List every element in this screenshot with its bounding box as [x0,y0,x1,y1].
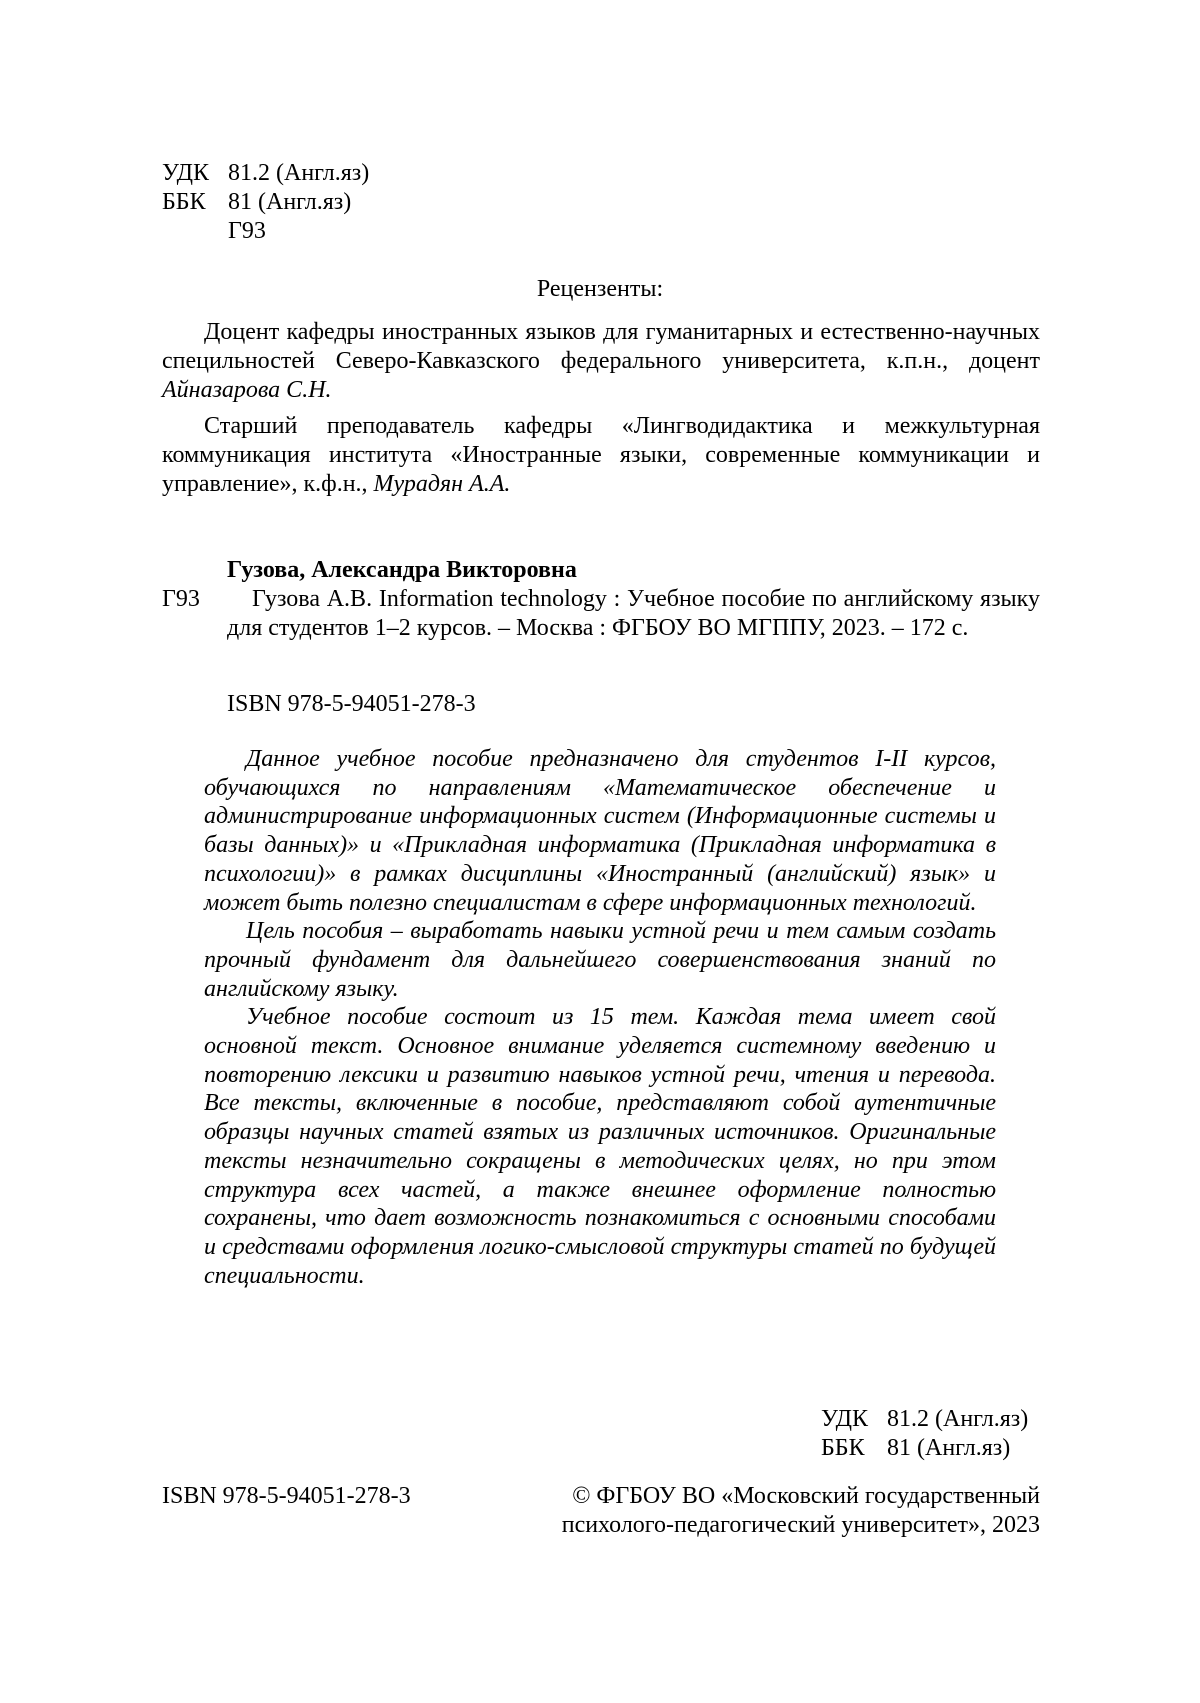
bbk-label: ББК [162,189,206,215]
bbk-value: 81 (Англ.яз) [228,189,352,215]
footer-isbn: ISBN 978-5-94051-278-3 [162,1483,411,1509]
udk-value: 81.2 (Англ.яз) [228,160,370,186]
udk-line-bottom [821,1405,1028,1434]
copyright-line-1: © ФГБОУ ВО «Московский государственный [572,1483,1040,1509]
udk-line [162,159,369,188]
author-code: Г93 [162,586,200,612]
udk-label-bottom: УДК [821,1406,868,1432]
author-full-name: Гузова, Александра Викторовна [227,557,577,583]
reviewer-1 [162,318,1040,405]
annotation-paragraph-1: Данное учебное пособие предназначено для студентов I-II курсов, обучающихся по направлениям «Математическое обеспечение и администрирование информационных систем (Информационные системы и базы данных)» и «Прикладная информатика (Прикладная информатика в психологии)» в рамках дисциплины «Иностранный (английский) язык» и может быть полезно специалистам в сфере информационных технологий. [204,746,996,916]
bbk-line-bottom [821,1434,1010,1463]
reviewers-title: Рецензенты: [536,276,664,302]
reviewer-2-name: Мурадян А.А. [373,471,511,497]
bbk-value-bottom: 81 (Англ.яз) [887,1435,1011,1461]
reviewer-2 [162,412,1040,499]
udk-value-bottom: 81.2 (Англ.яз) [887,1406,1029,1432]
bbk-line [162,188,351,217]
author-code-top: Г93 [228,218,266,244]
annotation-paragraph-2: Цель пособия – выработать навыки устной речи и тем самым создать прочный фундамент для дальнейшего совершенствования знаний по английскому языку. [204,918,996,1002]
reviewer-1-name: Айназарова С.Н. [162,377,332,403]
reviewer-1-text: Доцент кафедры иностранных языков для гуманитарных и естественно-научных специльностей Северо-Кавказского федерального университета, к.п.н., доцент [162,319,1040,374]
isbn: ISBN 978-5-94051-278-3 [227,691,476,717]
reviewer-2-text: Старший преподаватель кафедры «Лингводидактика и межкультурная коммуникация института «Иностранные языки, современные коммуникации и управление», к.ф.н., [162,413,1040,497]
bbk-label-bottom: ББК [821,1435,865,1461]
udk-label: УДК [162,160,209,186]
copyright [500,1482,1040,1540]
bibliographic-description: Гузова А.В. Information technology : Учебное пособие по английскому языку для студентов 1–2 курсов. – Москва : ФГБОУ ВО МГППУ, 2023. – 172 с. [227,586,1040,641]
annotation-paragraph-3: Учебное пособие состоит из 15 тем. Каждая тема имеет свой основной текст. Основное внимание уделяется системному введению и повторению лексики и развитию навыков устной речи, чтения и перевода. Все тексты, включенные в пособие, представляют собой аутентичные образцы научных статей взятых из различных источников. Оригинальные тексты незначительно сокращены в методических целях, но при этом структура всех частей, а также внешнее оформление полностью сохранены, что дает возможность познакомиться с основными способами и средствами оформления логико-смысловой структуры статей по будущей специальности. [204,1004,996,1289]
copyright-line-2: психолого-педагогический университет», 2023 [561,1512,1040,1538]
annotation [204,745,996,1290]
